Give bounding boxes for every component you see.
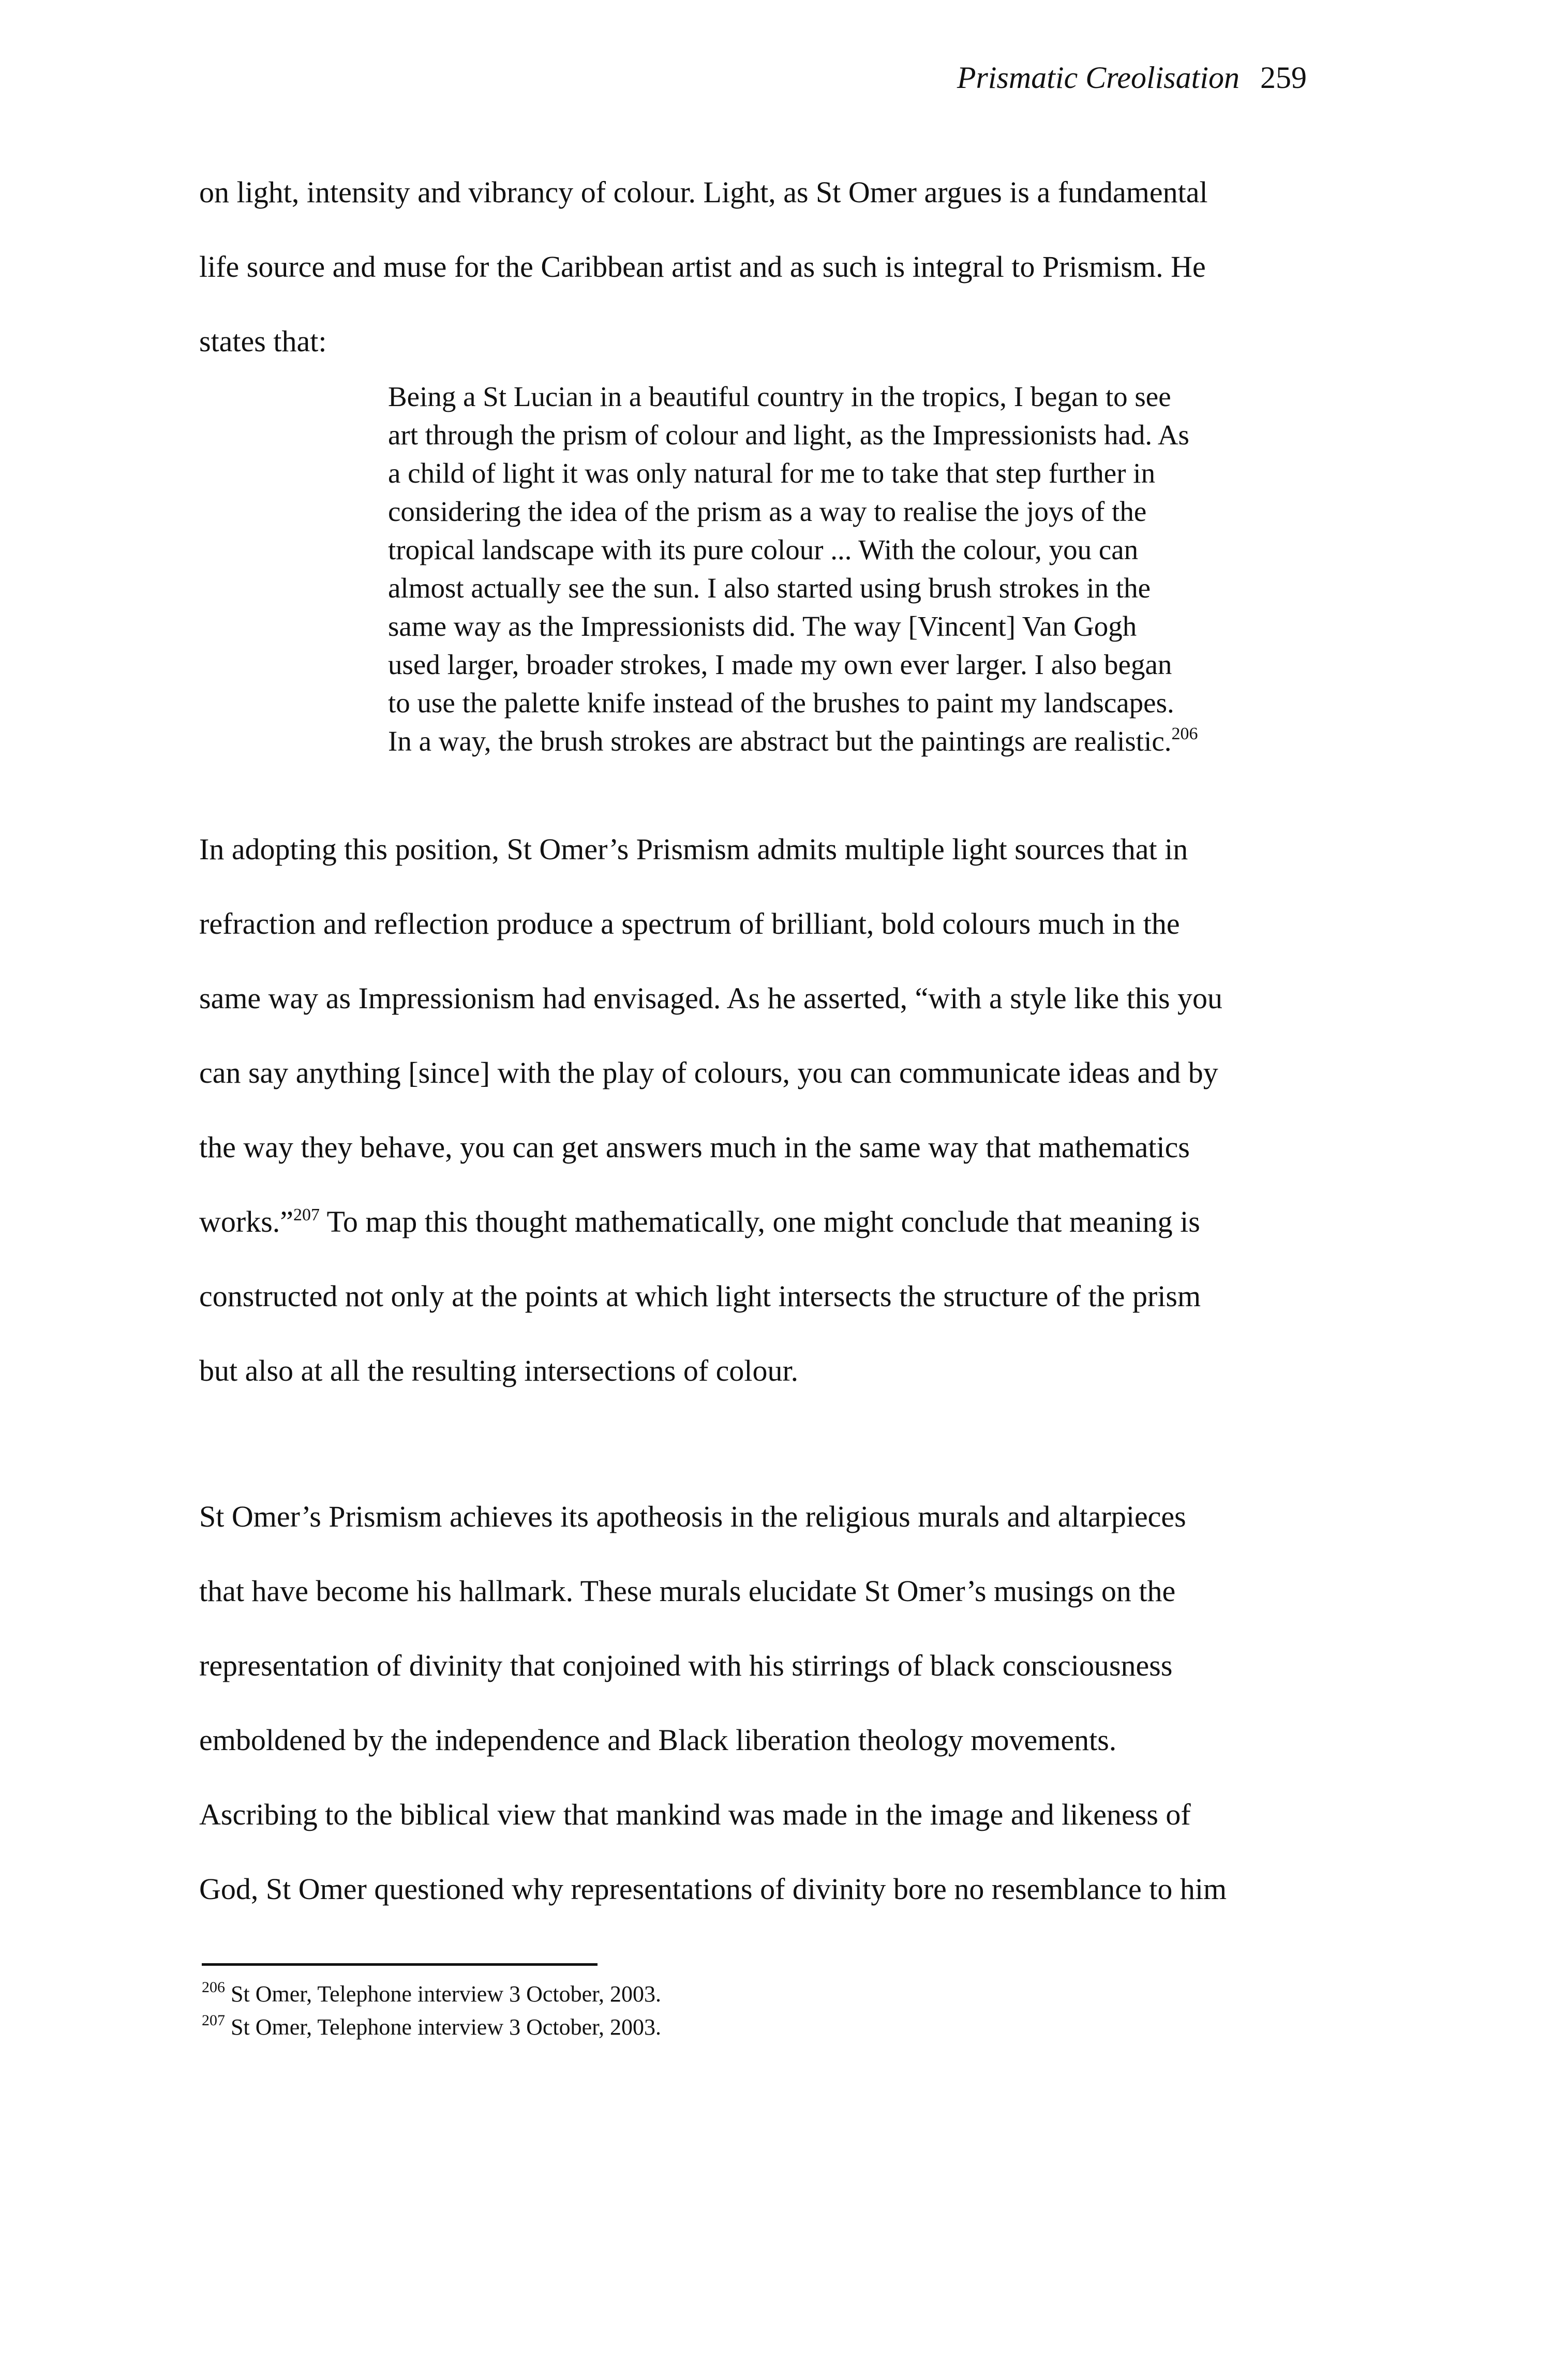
quote-line: to use the palette knife instead of the brushes to paint my landscapes. bbox=[388, 687, 1174, 719]
quote-line-text: In a way, the brush strokes are abstract but the paintings are realistic. bbox=[388, 725, 1172, 757]
running-head-title: Prismatic Creolisation bbox=[957, 61, 1240, 95]
text-line: the way they behave, you can get answers much in the same way that mathematics bbox=[199, 1130, 1190, 1164]
text-line: life source and muse for the Caribbean artist and as such is integral to Prismism. He bbox=[199, 250, 1206, 283]
text-line: refraction and reflection produce a spectrum of brilliant, bold colours much in the bbox=[199, 907, 1180, 940]
text-line: emboldened by the independence and Black liberation theology movements. bbox=[199, 1723, 1117, 1757]
footnote-206 bbox=[202, 1979, 661, 2010]
quote-line: a child of light it was only natural for me to take that step further in bbox=[388, 457, 1156, 489]
text-line: states that: bbox=[199, 324, 327, 358]
text-line: St Omer’s Prismism achieves its apotheosis in the religious murals and altarpieces bbox=[199, 1500, 1186, 1533]
quote-line: Being a St Lucian in a beautiful country in the tropics, I began to see bbox=[388, 381, 1171, 412]
text-line: but also at all the resulting intersections of colour. bbox=[199, 1354, 799, 1387]
footnote-number: 207 bbox=[202, 2012, 225, 2029]
text-fragment: To map this thought mathematically, one might conclude that meaning is bbox=[320, 1205, 1200, 1238]
text-line: can say anything [since] with the play of colours, you can communicate ideas and by bbox=[199, 1056, 1218, 1089]
page-number: 259 bbox=[1260, 61, 1307, 95]
footnote-text: St Omer, Telephone interview 3 October, 2003. bbox=[225, 2014, 662, 2040]
footnote-divider bbox=[202, 1963, 598, 1966]
text-line: constructed not only at the points at which light intersects the structure of the prism bbox=[199, 1279, 1201, 1313]
quote-line: considering the idea of the prism as a way to realise the joys of the bbox=[388, 496, 1147, 527]
quote-line: same way as the Impressionists did. The way [Vincent] Van Gogh bbox=[388, 610, 1137, 642]
text-line bbox=[199, 1185, 1200, 1259]
quote-line: almost actually see the sun. I also started using brush strokes in the bbox=[388, 572, 1151, 604]
running-head bbox=[957, 57, 1307, 98]
footnote-text: St Omer, Telephone interview 3 October, 2003. bbox=[225, 1981, 662, 2007]
quote-line bbox=[388, 722, 1198, 760]
text-line: on light, intensity and vibrancy of colour. Light, as St Omer argues is a fundamental bbox=[199, 175, 1208, 209]
quote-line: art through the prism of colour and light, as the Impressionists had. As bbox=[388, 419, 1189, 451]
footnote-reference: 207 bbox=[293, 1205, 320, 1224]
footnote-207 bbox=[202, 2012, 661, 2043]
quote-line: tropical landscape with its pure colour ... With the colour, you can bbox=[388, 534, 1139, 565]
text-line: that have become his hallmark. These murals elucidate St Omer’s musings on the bbox=[199, 1574, 1176, 1608]
text-line: representation of divinity that conjoined with his stirrings of black consciousness bbox=[199, 1649, 1173, 1682]
quote-line: used larger, broader strokes, I made my own ever larger. I also began bbox=[388, 649, 1172, 680]
footnote-number: 206 bbox=[202, 1979, 225, 1996]
text-fragment: works.” bbox=[199, 1205, 294, 1238]
text-line: Ascribing to the biblical view that mankind was made in the image and likeness of bbox=[199, 1798, 1191, 1831]
text-line: same way as Impressionism had envisaged. As he asserted, “with a style like this you bbox=[199, 981, 1223, 1015]
text-line: God, St Omer questioned why representations of divinity bore no resemblance to him bbox=[199, 1872, 1227, 1906]
text-line: In adopting this position, St Omer’s Prismism admits multiple light sources that in bbox=[199, 832, 1188, 866]
footnote-reference: 206 bbox=[1171, 724, 1198, 743]
